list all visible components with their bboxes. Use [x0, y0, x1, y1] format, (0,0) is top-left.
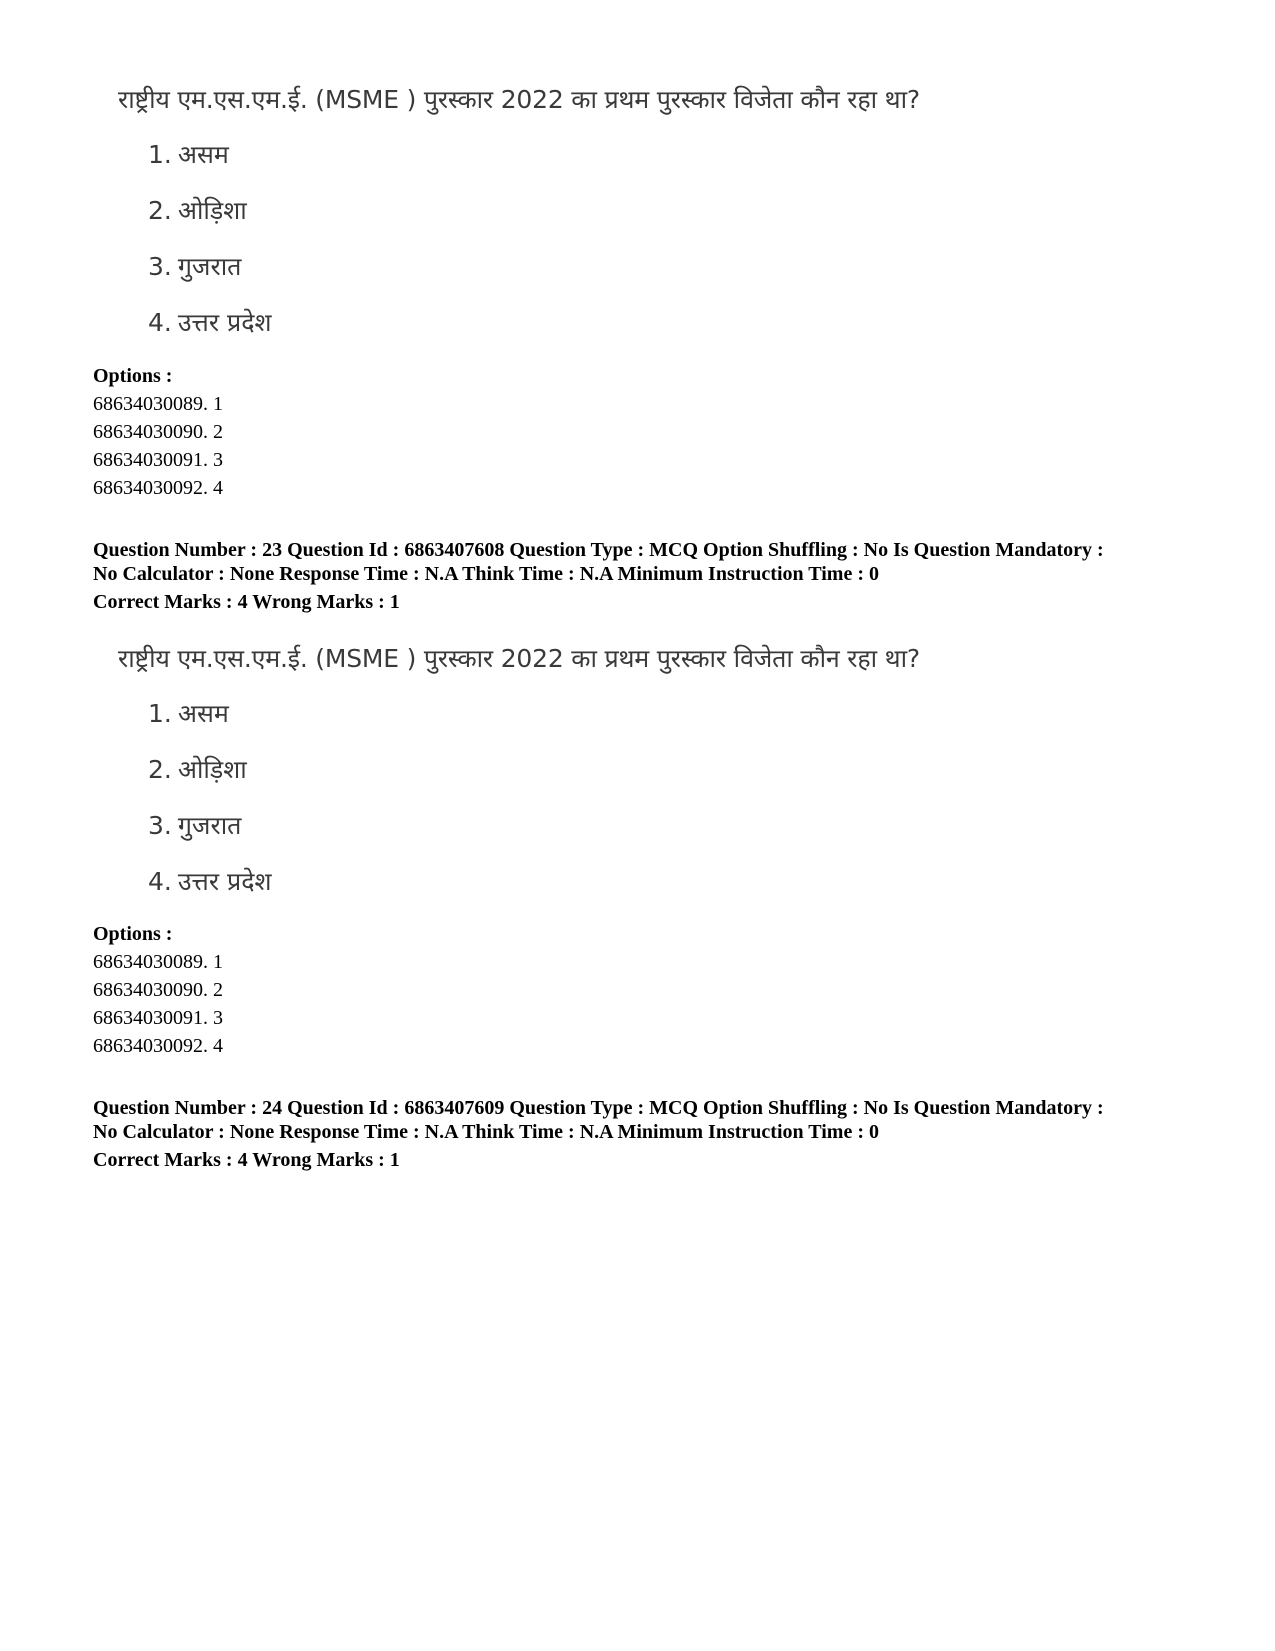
choice-number: 1.	[148, 699, 172, 728]
choice-item	[148, 306, 272, 340]
marks-line: Correct Marks : 4 Wrong Marks : 1	[93, 1149, 400, 1171]
option-row: 68634030092. 4	[93, 477, 223, 499]
question-meta	[93, 1096, 1203, 1172]
choice-text: उत्तर प्रदेश	[177, 308, 272, 337]
choice-item	[148, 865, 272, 899]
question-meta-line: No Calculator : None Response Time : N.A Think Time : N.A Minimum Instruction Time : 0	[93, 1121, 879, 1143]
question-text: राष्ट्रीय एम.एस.एम.ई. (MSME ) पुरस्कार 2022 का प्रथम पुरस्कार विजेता कौन रहा था?	[118, 644, 920, 673]
choice-item	[148, 194, 247, 228]
choice-text: गुजरात	[177, 252, 242, 281]
choice-number: 2.	[148, 196, 172, 225]
choice-text: गुजरात	[177, 811, 242, 840]
choice-text: ओड़िशा	[177, 196, 247, 225]
question-meta-line: Question Number : 23 Question Id : 6863407608 Question Type : MCQ Option Shuffling : No Is Question Mandatory :	[93, 539, 1104, 561]
choice-item	[148, 250, 241, 284]
choice-number: 1.	[148, 140, 172, 169]
choice-number: 4.	[148, 867, 172, 896]
choice-item	[148, 697, 229, 731]
options-heading: Options :	[93, 365, 173, 387]
option-row: 68634030091. 3	[93, 449, 223, 471]
question-meta-line: Question Number : 24 Question Id : 6863407609 Question Type : MCQ Option Shuffling : No Is Question Mandatory :	[93, 1097, 1104, 1119]
option-row: 68634030089. 1	[93, 393, 223, 415]
option-row: 68634030091. 3	[93, 1007, 223, 1029]
choice-text: असम	[177, 699, 229, 728]
choice-number: 3.	[148, 811, 172, 840]
choice-item	[148, 753, 247, 787]
question-text: राष्ट्रीय एम.एस.एम.ई. (MSME ) पुरस्कार 2022 का प्रथम पुरस्कार विजेता कौन रहा था?	[118, 85, 920, 114]
question-meta	[93, 538, 1203, 614]
marks-line: Correct Marks : 4 Wrong Marks : 1	[93, 591, 400, 613]
question-image	[110, 641, 1010, 911]
choice-number: 3.	[148, 252, 172, 281]
choice-text: उत्तर प्रदेश	[177, 867, 272, 896]
choice-number: 4.	[148, 308, 172, 337]
option-row: 68634030092. 4	[93, 1035, 223, 1057]
choice-text: असम	[177, 140, 229, 169]
options-heading: Options :	[93, 923, 173, 945]
choice-number: 2.	[148, 755, 172, 784]
option-row: 68634030090. 2	[93, 421, 223, 443]
option-row: 68634030090. 2	[93, 979, 223, 1001]
options-list	[93, 920, 223, 1060]
question-meta-line: No Calculator : None Response Time : N.A Think Time : N.A Minimum Instruction Time : 0	[93, 563, 879, 585]
question-image	[110, 82, 1010, 352]
option-row: 68634030089. 1	[93, 951, 223, 973]
choice-text: ओड़िशा	[177, 755, 247, 784]
choice-item	[148, 809, 241, 843]
options-list	[93, 362, 223, 502]
choice-item	[148, 138, 229, 172]
